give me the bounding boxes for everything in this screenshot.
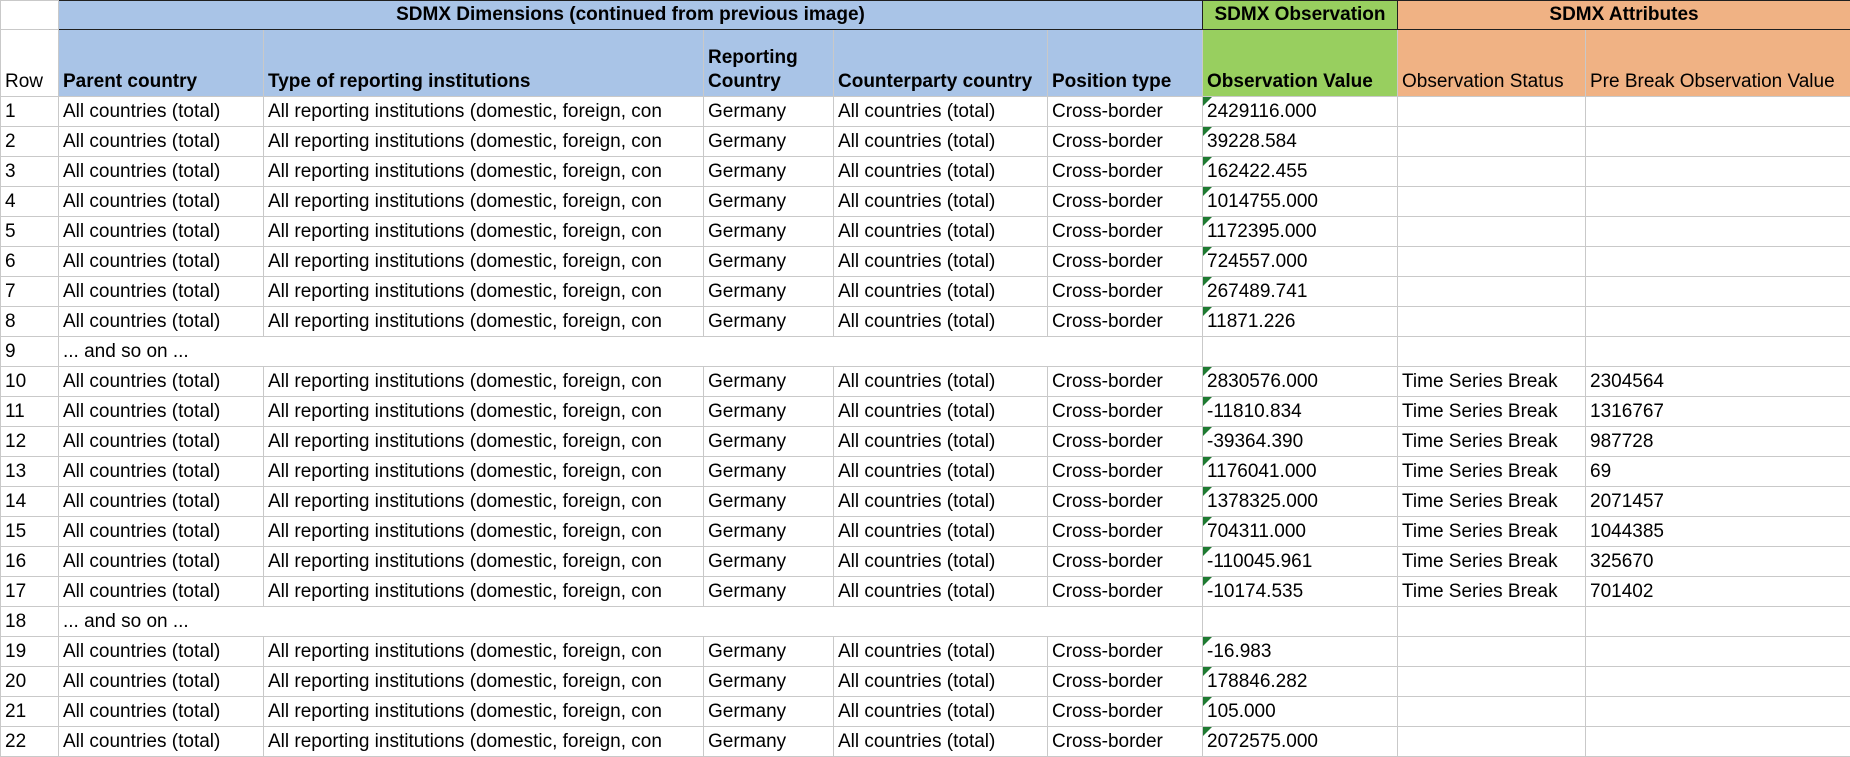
position-type-cell[interactable]: Cross-border [1048, 697, 1203, 727]
comment-flag-icon [1203, 487, 1212, 496]
observation-status-header: Observation Status [1398, 30, 1586, 97]
comment-flag-icon [1203, 637, 1212, 646]
counterparty-country-cell[interactable]: All countries (total) [834, 637, 1048, 667]
counterparty-country-cell[interactable]: All countries (total) [834, 427, 1048, 457]
comment-flag-icon [1203, 157, 1212, 166]
table-row [1, 367, 1850, 397]
dimensions-group-header: SDMX Dimensions (continued from previous image) [59, 1, 1203, 30]
counterparty-country-cell[interactable]: All countries (total) [834, 577, 1048, 607]
table-row [1, 97, 1850, 127]
pre-break-value-cell[interactable] [1586, 727, 1850, 757]
parent-country-cell[interactable]: All countries (total) [59, 217, 264, 247]
parent-country-cell[interactable]: All countries (total) [59, 97, 264, 127]
position-type-cell[interactable]: Cross-border [1048, 187, 1203, 217]
table-row [1, 637, 1850, 667]
row-number-cell[interactable]: 21 [1, 697, 59, 727]
pre-break-value-cell[interactable] [1586, 187, 1850, 217]
counterparty-country-cell[interactable]: All countries (total) [834, 217, 1048, 247]
table-body [1, 97, 1850, 757]
reporting-country-cell[interactable]: Germany [704, 577, 834, 607]
comment-flag-icon [1203, 217, 1212, 226]
comment-flag-icon [1203, 667, 1212, 676]
reporting-country-cell[interactable]: Germany [704, 637, 834, 667]
observation-value-cell[interactable] [1203, 637, 1398, 667]
observation-value-cell[interactable] [1203, 607, 1398, 637]
parent-country-cell[interactable]: All countries (total) [59, 577, 264, 607]
reporting-country-cell[interactable]: Germany [704, 697, 834, 727]
table-row [1, 247, 1850, 277]
continuation-cell[interactable]: ... and so on ... [59, 607, 1203, 637]
observation-value-text: -11810.834 [1207, 401, 1302, 422]
parent-country-cell[interactable]: All countries (total) [59, 127, 264, 157]
institution-type-cell[interactable]: All reporting institutions (domestic, foreign, con [264, 187, 704, 217]
row-number-cell[interactable]: 6 [1, 247, 59, 277]
comment-flag-icon [1203, 727, 1212, 736]
observation-status-cell[interactable] [1398, 247, 1586, 277]
position-type-cell[interactable]: Cross-border [1048, 127, 1203, 157]
row-column-header: Row [1, 30, 59, 97]
position-type-cell[interactable]: Cross-border [1048, 157, 1203, 187]
row-number-cell[interactable]: 2 [1, 127, 59, 157]
institution-type-cell[interactable]: All reporting institutions (domestic, foreign, con [264, 697, 704, 727]
parent-country-cell[interactable]: All countries (total) [59, 637, 264, 667]
comment-flag-icon [1203, 367, 1212, 376]
observation-value-cell[interactable] [1203, 547, 1398, 577]
observation-value-cell[interactable] [1203, 667, 1398, 697]
institution-type-cell[interactable]: All reporting institutions (domestic, foreign, con [264, 517, 704, 547]
parent-country-cell[interactable]: All countries (total) [59, 307, 264, 337]
observation-value-cell[interactable] [1203, 577, 1398, 607]
parent-country-cell[interactable]: All countries (total) [59, 187, 264, 217]
pre-break-value-cell[interactable]: 2071457 [1586, 487, 1850, 517]
observation-value-cell[interactable] [1203, 217, 1398, 247]
comment-flag-icon [1203, 307, 1212, 316]
comment-flag-icon [1203, 97, 1212, 106]
row-number-cell[interactable]: 17 [1, 577, 59, 607]
parent-country-cell[interactable]: All countries (total) [59, 397, 264, 427]
reporting-country-cell[interactable]: Germany [704, 97, 834, 127]
row-number-cell[interactable]: 10 [1, 367, 59, 397]
row-number-cell[interactable]: 16 [1, 547, 59, 577]
parent-country-cell[interactable]: All countries (total) [59, 247, 264, 277]
observation-value-cell[interactable] [1203, 397, 1398, 427]
reporting-country-cell[interactable]: Germany [704, 517, 834, 547]
column-header-row [1, 30, 1850, 97]
table-row [1, 187, 1850, 217]
observation-value-text: 1172395.000 [1207, 221, 1317, 242]
parent-country-cell[interactable]: All countries (total) [59, 697, 264, 727]
reporting-country-cell[interactable]: Germany [704, 127, 834, 157]
pre-break-value-cell[interactable]: 2304564 [1586, 367, 1850, 397]
observation-value-cell[interactable] [1203, 247, 1398, 277]
observation-value-text: 2830576.000 [1207, 371, 1318, 392]
row-number-cell[interactable]: 13 [1, 457, 59, 487]
position-type-header: Position type [1048, 30, 1203, 97]
pre-break-value-cell[interactable]: 701402 [1586, 577, 1850, 607]
pre-break-value-cell[interactable] [1586, 97, 1850, 127]
row-number-cell[interactable]: 15 [1, 517, 59, 547]
parent-country-cell[interactable]: All countries (total) [59, 487, 264, 517]
counterparty-country-cell[interactable]: All countries (total) [834, 667, 1048, 697]
observation-status-cell[interactable]: Time Series Break [1398, 547, 1586, 577]
institution-type-cell[interactable]: All reporting institutions (domestic, foreign, con [264, 277, 704, 307]
table-row [1, 427, 1850, 457]
reporting-country-header: Reporting Country [704, 30, 834, 97]
table-row [1, 397, 1850, 427]
row-number-cell[interactable]: 22 [1, 727, 59, 757]
row-number-cell[interactable]: 1 [1, 97, 59, 127]
row-number-cell[interactable]: 18 [1, 607, 59, 637]
observation-value-text: 2072575.000 [1207, 731, 1318, 752]
institution-type-cell[interactable]: All reporting institutions (domestic, foreign, con [264, 577, 704, 607]
counterparty-country-cell[interactable]: All countries (total) [834, 277, 1048, 307]
table-row [1, 667, 1850, 697]
comment-flag-icon [1203, 277, 1212, 286]
parent-country-cell[interactable]: All countries (total) [59, 277, 264, 307]
reporting-country-cell[interactable]: Germany [704, 667, 834, 697]
row-number-cell[interactable]: 11 [1, 397, 59, 427]
table-row [1, 607, 1850, 637]
observation-value-text: 178846.282 [1207, 671, 1307, 692]
observation-value-cell[interactable] [1203, 277, 1398, 307]
parent-country-cell[interactable]: All countries (total) [59, 667, 264, 697]
row-number-cell[interactable]: 19 [1, 637, 59, 667]
position-type-cell[interactable]: Cross-border [1048, 427, 1203, 457]
institution-type-cell[interactable]: All reporting institutions (domestic, foreign, con [264, 247, 704, 277]
observation-value-text: 724557.000 [1207, 251, 1307, 272]
observation-status-cell[interactable]: Time Series Break [1398, 517, 1586, 547]
table-row [1, 157, 1850, 187]
observation-value-cell[interactable] [1203, 337, 1398, 367]
institution-type-cell[interactable]: All reporting institutions (domestic, foreign, con [264, 487, 704, 517]
position-type-cell[interactable]: Cross-border [1048, 577, 1203, 607]
counterparty-country-cell[interactable]: All countries (total) [834, 487, 1048, 517]
observation-status-cell[interactable] [1398, 607, 1586, 637]
observation-value-text: 704311.000 [1207, 521, 1306, 542]
position-type-cell[interactable]: Cross-border [1048, 487, 1203, 517]
pre-break-value-cell[interactable] [1586, 697, 1850, 727]
position-type-cell[interactable]: Cross-border [1048, 397, 1203, 427]
observation-status-cell[interactable] [1398, 97, 1586, 127]
parent-country-cell[interactable]: All countries (total) [59, 517, 264, 547]
comment-flag-icon [1203, 697, 1212, 706]
table-row [1, 547, 1850, 577]
row-number-cell[interactable]: 12 [1, 427, 59, 457]
observation-value-text: 1378325.000 [1207, 491, 1318, 512]
observation-value-text: -110045.961 [1207, 551, 1312, 572]
observation-value-text: 267489.741 [1207, 281, 1307, 302]
comment-flag-icon [1203, 247, 1212, 256]
pre-break-value-cell[interactable] [1586, 247, 1850, 277]
observation-value-cell[interactable] [1203, 157, 1398, 187]
counterparty-country-cell[interactable]: All countries (total) [834, 307, 1048, 337]
table-row [1, 127, 1850, 157]
row-number-cell[interactable]: 4 [1, 187, 59, 217]
institution-type-cell[interactable]: All reporting institutions (domestic, foreign, con [264, 727, 704, 757]
observation-status-cell[interactable] [1398, 727, 1586, 757]
observation-value-header: Observation Value [1203, 30, 1398, 97]
counterparty-country-cell[interactable]: All countries (total) [834, 157, 1048, 187]
counterparty-country-cell[interactable]: All countries (total) [834, 187, 1048, 217]
observation-value-cell[interactable] [1203, 427, 1398, 457]
observation-value-text: -39364.390 [1207, 431, 1303, 452]
table-row [1, 457, 1850, 487]
position-type-cell[interactable]: Cross-border [1048, 247, 1203, 277]
table-row [1, 277, 1850, 307]
observation-value-text: 162422.455 [1207, 161, 1307, 182]
counterparty-country-cell[interactable]: All countries (total) [834, 697, 1048, 727]
institution-type-cell[interactable]: All reporting institutions (domestic, foreign, con [264, 637, 704, 667]
observation-status-cell[interactable]: Time Series Break [1398, 577, 1586, 607]
observation-status-cell[interactable] [1398, 277, 1586, 307]
reporting-country-cell[interactable]: Germany [704, 367, 834, 397]
pre-break-value-cell[interactable]: 1044385 [1586, 517, 1850, 547]
observation-status-cell[interactable]: Time Series Break [1398, 487, 1586, 517]
comment-flag-icon [1203, 457, 1212, 466]
pre-break-value-cell[interactable]: 325670 [1586, 547, 1850, 577]
parent-country-cell[interactable]: All countries (total) [59, 727, 264, 757]
observation-value-cell[interactable] [1203, 487, 1398, 517]
observation-group-header: SDMX Observation [1203, 1, 1398, 30]
group-header-row [1, 1, 1850, 30]
row-number-cell[interactable]: 9 [1, 337, 59, 367]
position-type-cell[interactable]: Cross-border [1048, 727, 1203, 757]
observation-status-cell[interactable] [1398, 667, 1586, 697]
observation-status-cell[interactable] [1398, 337, 1586, 367]
pre-break-value-cell[interactable]: 987728 [1586, 427, 1850, 457]
observation-value-cell[interactable] [1203, 457, 1398, 487]
reporting-country-cell[interactable]: Germany [704, 307, 834, 337]
institution-type-cell[interactable]: All reporting institutions (domestic, foreign, con [264, 217, 704, 247]
pre-break-value-cell[interactable] [1586, 127, 1850, 157]
institution-type-cell[interactable]: All reporting institutions (domestic, foreign, con [264, 157, 704, 187]
pre-break-value-cell[interactable] [1586, 307, 1850, 337]
observation-value-cell[interactable] [1203, 697, 1398, 727]
reporting-country-cell[interactable]: Germany [704, 157, 834, 187]
institution-type-cell[interactable]: All reporting institutions (domestic, foreign, con [264, 397, 704, 427]
institution-type-cell[interactable]: All reporting institutions (domestic, foreign, con [264, 367, 704, 397]
position-type-cell[interactable]: Cross-border [1048, 367, 1203, 397]
institution-type-cell[interactable]: All reporting institutions (domestic, foreign, con [264, 307, 704, 337]
comment-flag-icon [1203, 127, 1212, 136]
observation-value-text: 39228.584 [1207, 131, 1297, 152]
parent-country-cell[interactable]: All countries (total) [59, 427, 264, 457]
counterparty-country-cell[interactable]: All countries (total) [834, 127, 1048, 157]
position-type-cell[interactable]: Cross-border [1048, 97, 1203, 127]
observation-status-cell[interactable] [1398, 157, 1586, 187]
counterparty-country-cell[interactable]: All countries (total) [834, 517, 1048, 547]
institution-type-cell[interactable]: All reporting institutions (domestic, foreign, con [264, 127, 704, 157]
counterparty-country-cell[interactable]: All countries (total) [834, 727, 1048, 757]
institution-type-cell[interactable]: All reporting institutions (domestic, foreign, con [264, 457, 704, 487]
counterparty-country-cell[interactable]: All countries (total) [834, 547, 1048, 577]
parent-country-cell[interactable]: All countries (total) [59, 367, 264, 397]
reporting-country-cell[interactable]: Germany [704, 217, 834, 247]
observation-value-cell[interactable] [1203, 97, 1398, 127]
pre-break-value-cell[interactable] [1586, 337, 1850, 367]
counterparty-country-cell[interactable]: All countries (total) [834, 397, 1048, 427]
comment-flag-icon [1203, 517, 1212, 526]
observation-value-cell[interactable] [1203, 367, 1398, 397]
parent-country-cell[interactable]: All countries (total) [59, 157, 264, 187]
corner-cell [1, 1, 59, 30]
pre-break-value-cell[interactable] [1586, 277, 1850, 307]
position-type-cell[interactable]: Cross-border [1048, 457, 1203, 487]
table-row [1, 337, 1850, 367]
table-row [1, 307, 1850, 337]
observation-status-cell[interactable] [1398, 307, 1586, 337]
observation-value-text: -10174.535 [1207, 581, 1303, 602]
counterparty-country-header: Counterparty country [834, 30, 1048, 97]
observation-value-text: 11871.226 [1207, 311, 1295, 332]
position-type-cell[interactable]: Cross-border [1048, 217, 1203, 247]
table-row [1, 697, 1850, 727]
institution-type-header: Type of reporting institutions [264, 30, 704, 97]
reporting-country-cell[interactable]: Germany [704, 457, 834, 487]
comment-flag-icon [1203, 427, 1212, 436]
position-type-cell[interactable]: Cross-border [1048, 307, 1203, 337]
row-number-cell[interactable]: 8 [1, 307, 59, 337]
row-number-cell[interactable]: 3 [1, 157, 59, 187]
reporting-country-cell[interactable]: Germany [704, 727, 834, 757]
position-type-cell[interactable]: Cross-border [1048, 667, 1203, 697]
parent-country-cell[interactable]: All countries (total) [59, 457, 264, 487]
observation-value-cell[interactable] [1203, 187, 1398, 217]
pre-break-value-cell[interactable] [1586, 607, 1850, 637]
pre-break-value-cell[interactable]: 69 [1586, 457, 1850, 487]
attributes-group-header: SDMX Attributes [1398, 1, 1850, 30]
pre-break-value-cell[interactable] [1586, 667, 1850, 697]
row-number-cell[interactable]: 20 [1, 667, 59, 697]
observation-status-cell[interactable]: Time Series Break [1398, 397, 1586, 427]
position-type-cell[interactable]: Cross-border [1048, 517, 1203, 547]
reporting-country-cell[interactable]: Germany [704, 487, 834, 517]
table-row [1, 217, 1850, 247]
table-row [1, 727, 1850, 757]
counterparty-country-cell[interactable]: All countries (total) [834, 457, 1048, 487]
reporting-country-cell[interactable]: Germany [704, 397, 834, 427]
row-number-cell[interactable]: 5 [1, 217, 59, 247]
position-type-cell[interactable]: Cross-border [1048, 277, 1203, 307]
comment-flag-icon [1203, 577, 1212, 586]
parent-country-cell[interactable]: All countries (total) [59, 547, 264, 577]
observation-value-text: 105.000 [1207, 701, 1276, 722]
pre-break-value-header: Pre Break Observation Value [1586, 30, 1850, 97]
observation-status-cell[interactable] [1398, 187, 1586, 217]
observation-status-cell[interactable] [1398, 637, 1586, 667]
observation-status-cell[interactable] [1398, 127, 1586, 157]
observation-value-text: -16.983 [1207, 641, 1271, 662]
observation-status-cell[interactable]: Time Series Break [1398, 457, 1586, 487]
table-row [1, 517, 1850, 547]
pre-break-value-cell[interactable]: 1316767 [1586, 397, 1850, 427]
counterparty-country-cell[interactable]: All countries (total) [834, 367, 1048, 397]
observation-value-text: 1176041.000 [1207, 461, 1317, 482]
observation-value-cell[interactable] [1203, 517, 1398, 547]
institution-type-cell[interactable]: All reporting institutions (domestic, foreign, con [264, 97, 704, 127]
parent-country-header: Parent country [59, 30, 264, 97]
position-type-cell[interactable]: Cross-border [1048, 637, 1203, 667]
comment-flag-icon [1203, 187, 1212, 196]
reporting-country-cell[interactable]: Germany [704, 547, 834, 577]
comment-flag-icon [1203, 397, 1212, 406]
position-type-cell[interactable]: Cross-border [1048, 547, 1203, 577]
row-number-cell[interactable]: 14 [1, 487, 59, 517]
pre-break-value-cell[interactable] [1586, 637, 1850, 667]
counterparty-country-cell[interactable]: All countries (total) [834, 97, 1048, 127]
observation-status-cell[interactable] [1398, 217, 1586, 247]
table-row [1, 487, 1850, 517]
institution-type-cell[interactable]: All reporting institutions (domestic, foreign, con [264, 427, 704, 457]
observation-status-cell[interactable] [1398, 697, 1586, 727]
observation-value-cell[interactable] [1203, 127, 1398, 157]
reporting-country-cell[interactable]: Germany [704, 187, 834, 217]
reporting-country-cell[interactable]: Germany [704, 247, 834, 277]
observation-status-cell[interactable]: Time Series Break [1398, 367, 1586, 397]
continuation-cell[interactable]: ... and so on ... [59, 337, 1203, 367]
pre-break-value-cell[interactable] [1586, 157, 1850, 187]
pre-break-value-cell[interactable] [1586, 217, 1850, 247]
comment-flag-icon [1203, 547, 1212, 556]
observation-value-cell[interactable] [1203, 307, 1398, 337]
table-row [1, 577, 1850, 607]
reporting-country-cell[interactable]: Germany [704, 427, 834, 457]
institution-type-cell[interactable]: All reporting institutions (domestic, foreign, con [264, 667, 704, 697]
observation-status-cell[interactable]: Time Series Break [1398, 427, 1586, 457]
observation-value-cell[interactable] [1203, 727, 1398, 757]
observation-value-text: 1014755.000 [1207, 191, 1318, 212]
row-number-cell[interactable]: 7 [1, 277, 59, 307]
counterparty-country-cell[interactable]: All countries (total) [834, 247, 1048, 277]
institution-type-cell[interactable]: All reporting institutions (domestic, foreign, con [264, 547, 704, 577]
observation-value-text: 2429116.000 [1207, 101, 1317, 122]
reporting-country-cell[interactable]: Germany [704, 277, 834, 307]
